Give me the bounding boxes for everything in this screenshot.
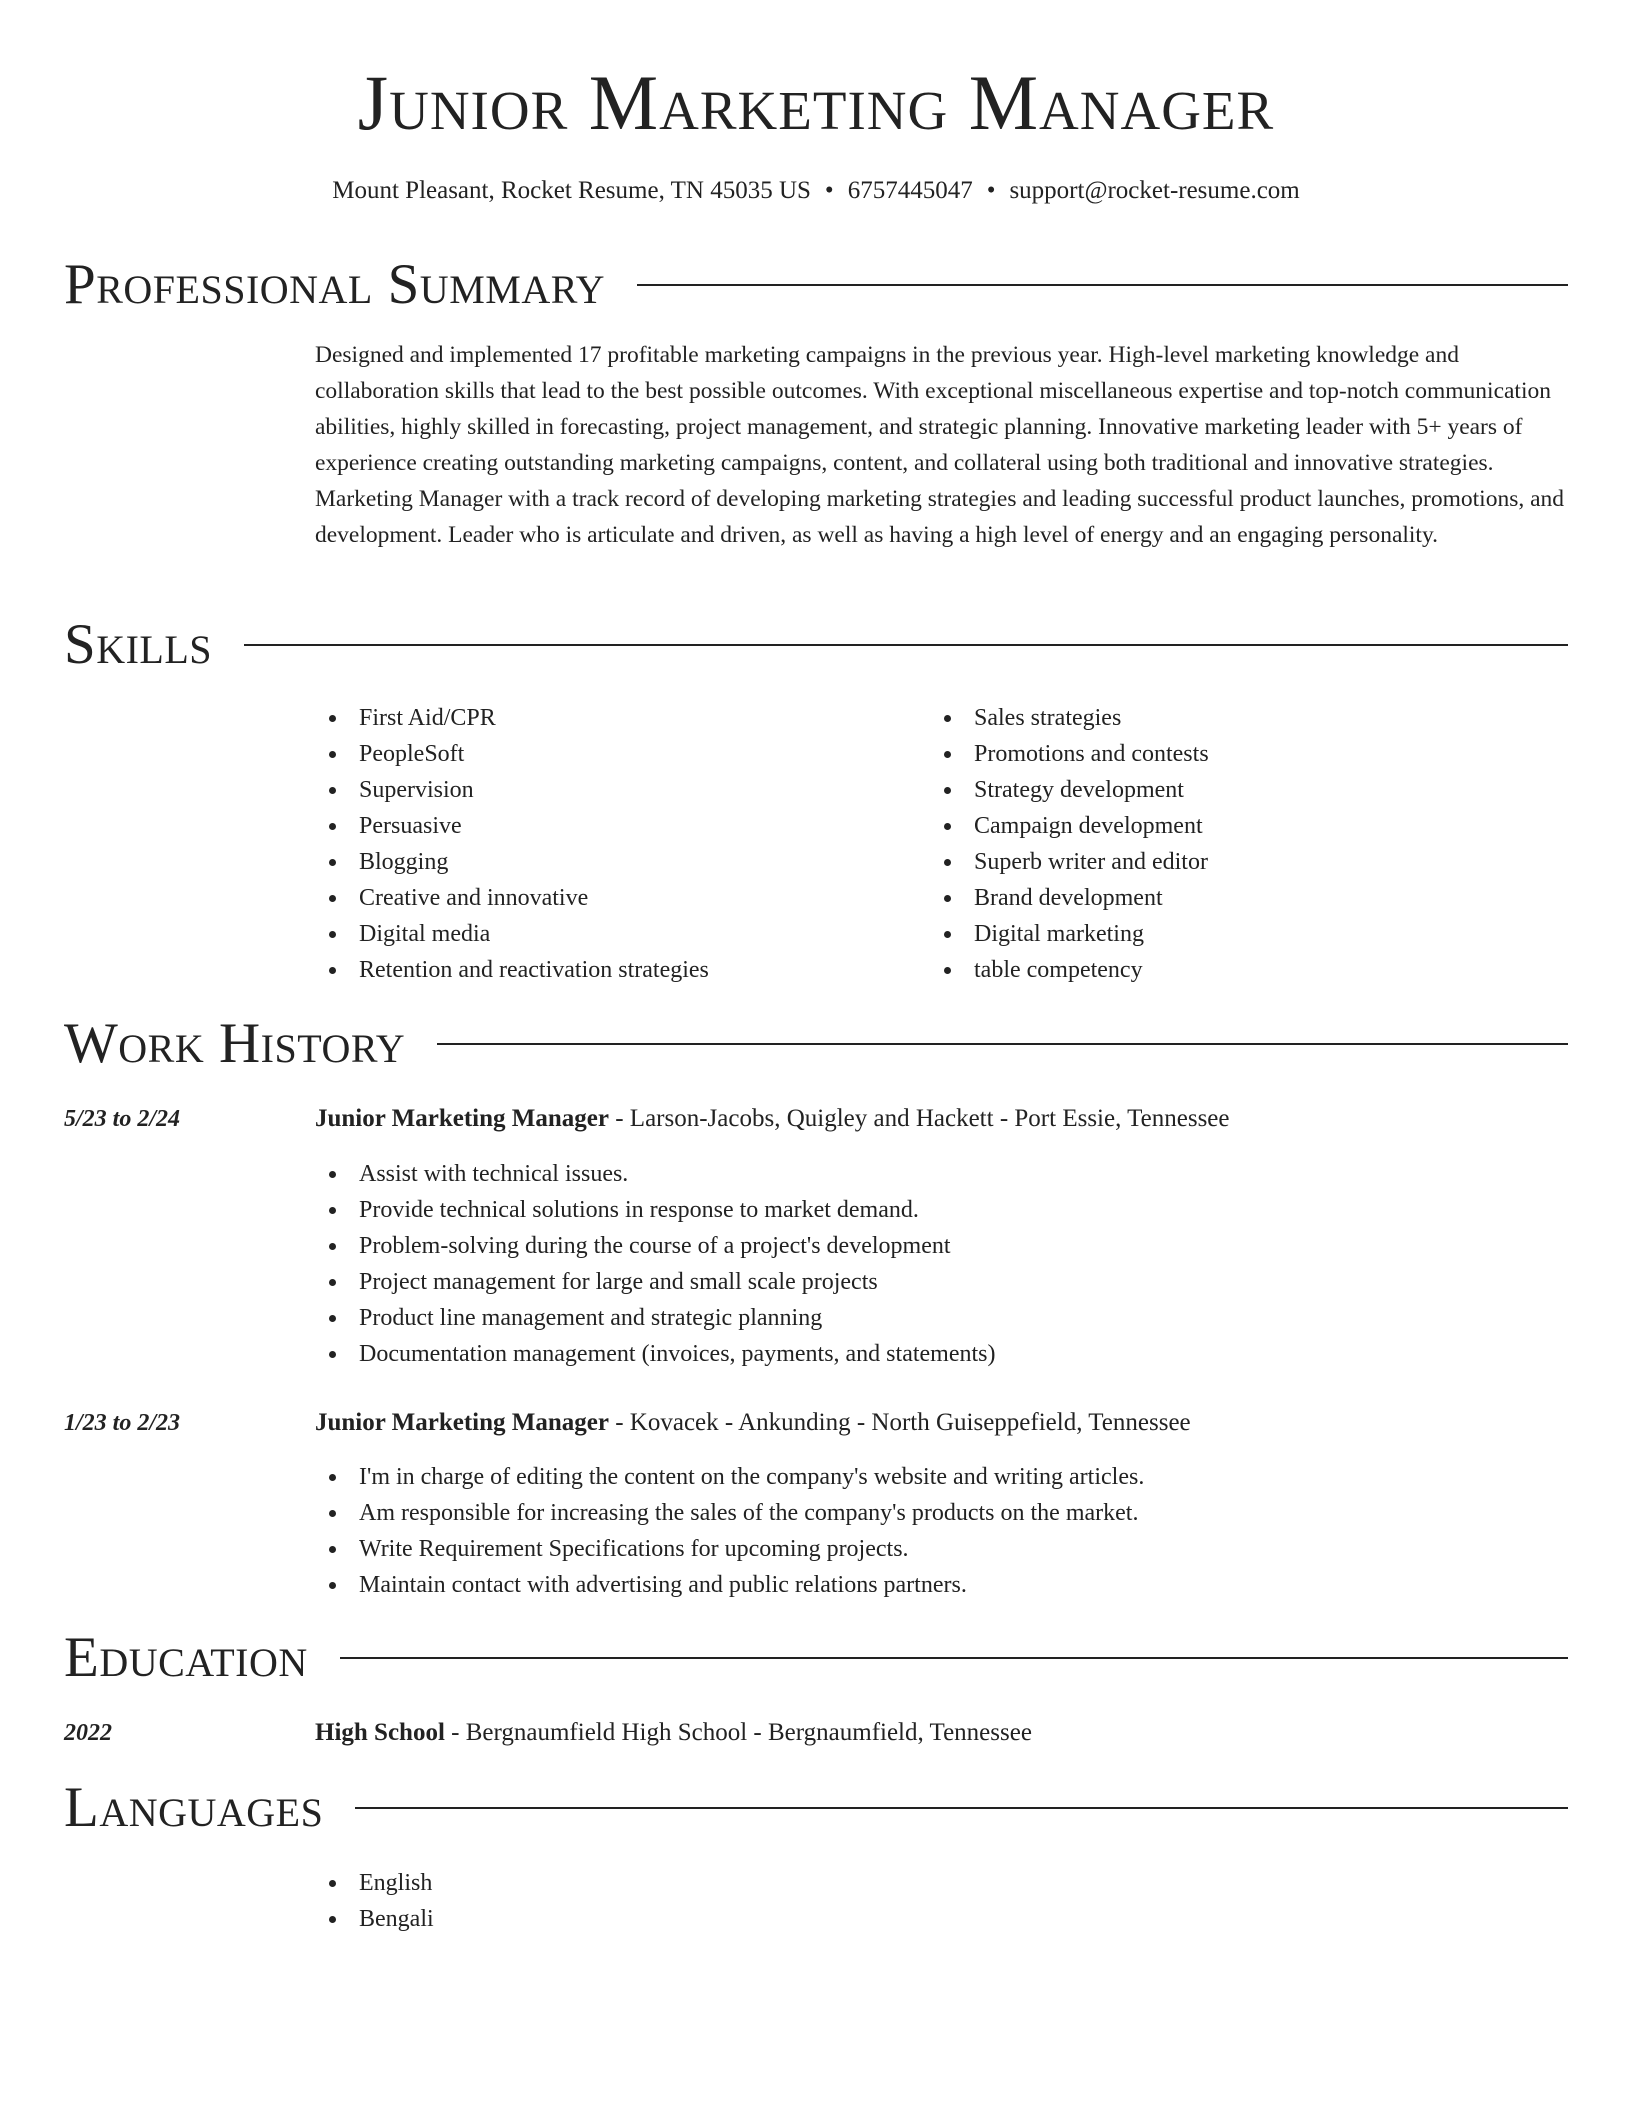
section-divider (355, 1807, 1568, 1809)
bullet-dot (329, 895, 336, 902)
skill-item-text: Retention and reactivation strategies (359, 957, 709, 983)
skill-item (315, 736, 915, 772)
bullet-dot (329, 1880, 336, 1887)
skill-item-text: Brand development (974, 885, 1163, 911)
contact-separator: • (824, 177, 834, 204)
duty-item-text: Am responsible for increasing the sales of the company's products on the market. (359, 1500, 1139, 1526)
skill-item (930, 880, 1530, 916)
job-role: Junior Marketing Manager (315, 1105, 609, 1132)
skill-item-text: Sales strategies (974, 705, 1122, 731)
bullet-dot (329, 1582, 336, 1589)
bullet-dot (944, 967, 951, 974)
duty-item-text: Project management for large and small scale projects (359, 1269, 878, 1295)
bullet-dot (944, 787, 951, 794)
duty-item (315, 1336, 1568, 1372)
bullet-dot (944, 931, 951, 938)
job-employer: - Larson-Jacobs, Quigley and Hackett - Port Essie, Tennessee (608, 1105, 1230, 1132)
duty-item (315, 1459, 1568, 1495)
job-duties (315, 1156, 1568, 1372)
summary-heading: Professional Summary (64, 253, 606, 316)
language-item (315, 1865, 1568, 1901)
duty-item (315, 1567, 1568, 1603)
skill-item-text: Persuasive (359, 813, 462, 839)
section-divider (437, 1043, 1568, 1045)
duty-item (315, 1495, 1568, 1531)
skill-item-text: Creative and innovative (359, 885, 589, 911)
skill-item (930, 772, 1530, 808)
education-year: 2022 (64, 1720, 112, 1746)
duty-item (315, 1531, 1568, 1567)
duty-item-text: Maintain contact with advertising and public relations partners. (359, 1572, 967, 1598)
skill-item (930, 700, 1530, 736)
skill-item-text: PeopleSoft (359, 741, 465, 767)
education-section-header (64, 1625, 1568, 1691)
bullet-dot (944, 751, 951, 758)
work-heading: Work History (64, 1012, 406, 1075)
duty-item (315, 1156, 1568, 1192)
section-divider (637, 284, 1568, 286)
bullet-dot (329, 1171, 336, 1178)
languages-list (315, 1865, 1568, 1937)
resume-name: Junior Marketing Manager (357, 59, 1275, 146)
summary-section-header (64, 252, 1568, 318)
summary-text: Designed and implemented 17 profitable marketing campaigns in the previous year. High-level marketing knowledge and collaboration skills that lead to the best possible outcomes. With exceptional miscellaneous expertise and top-notch communication abilities, highly skilled in forecasting, project management, and strategic planning. Innovative marketing leader with 5+ years of experience creating outstanding marketing campaigns, content, and collateral using both traditional and innovative strategies. Marketing Manager with a track record of developing marketing strategies and leading successful product launches, promotions, and development. Leader who is articulate and driven, as well as having a high level of energy and an engaging personality. (315, 342, 1565, 548)
duty-item-text: Documentation management (invoices, payments, and statements) (359, 1341, 996, 1367)
language-item-text: English (359, 1870, 433, 1896)
skills-column-right (930, 700, 1530, 988)
skills-section-header (64, 612, 1568, 678)
languages-heading: Languages (64, 1776, 324, 1839)
education-school: - Bergnaumfield High School - Bergnaumfield, Tennessee (444, 1719, 1032, 1746)
duty-item (315, 1192, 1568, 1228)
bullet-dot (329, 1315, 336, 1322)
contact-email: support@rocket-resume.com (1009, 177, 1300, 204)
contact-separator: • (986, 177, 996, 204)
education-entry (315, 1715, 1032, 1751)
skill-item (930, 916, 1530, 952)
skill-item-text: Promotions and contests (974, 741, 1209, 767)
duty-item-text: I'm in charge of editing the content on the company's website and writing articles. (359, 1464, 1145, 1490)
skill-item (315, 772, 915, 808)
job-role: Junior Marketing Manager (315, 1409, 609, 1436)
duty-item (315, 1228, 1568, 1264)
duty-item-text: Assist with technical issues. (359, 1161, 629, 1187)
duty-item-text: Product line management and strategic planning (359, 1305, 823, 1331)
duty-item-text: Write Requirement Specifications for upcoming projects. (359, 1536, 909, 1562)
bullet-dot (329, 1351, 336, 1358)
skill-item-text: Campaign development (974, 813, 1203, 839)
bullet-dot (329, 1207, 336, 1214)
bullet-dot (329, 787, 336, 794)
job-duties-list (315, 1459, 1568, 1603)
skill-item-text: Digital marketing (974, 921, 1144, 947)
contact-line (64, 174, 1568, 208)
section-divider (244, 644, 1568, 646)
work-section-header (64, 1011, 1568, 1077)
skill-item (315, 808, 915, 844)
skill-item-text: Strategy development (974, 777, 1184, 803)
skill-item (315, 952, 915, 988)
bullet-dot (944, 823, 951, 830)
skill-item-text: Supervision (359, 777, 474, 803)
job-duties-list (315, 1156, 1568, 1372)
bullet-dot (329, 1546, 336, 1553)
bullet-dot (329, 1243, 336, 1250)
skill-item (930, 952, 1530, 988)
skills-heading: Skills (64, 613, 213, 676)
bullet-dot (944, 895, 951, 902)
skills-list-right (930, 700, 1530, 988)
job-title (315, 1101, 1230, 1137)
education-heading: Education (64, 1626, 308, 1689)
bullet-dot (329, 967, 336, 974)
skills-column-left (315, 700, 915, 988)
bullet-dot (329, 931, 336, 938)
skill-item (315, 880, 915, 916)
skill-item-text: Digital media (359, 921, 491, 947)
job-dates: 5/23 to 2/24 (64, 1106, 181, 1132)
bullet-dot (329, 1510, 336, 1517)
job-employer: - Kovacek - Ankunding - North Guiseppefield, Tennessee (608, 1409, 1191, 1436)
job-dates: 1/23 to 2/23 (64, 1410, 181, 1436)
job-title (315, 1405, 1191, 1441)
bullet-dot (329, 1279, 336, 1286)
skill-item-text: First Aid/CPR (359, 705, 496, 731)
skills-list-left (315, 700, 915, 988)
bullet-dot (944, 859, 951, 866)
bullet-dot (944, 715, 951, 722)
contact-phone: 6757445047 (847, 177, 973, 204)
duty-item (315, 1264, 1568, 1300)
language-item (315, 1901, 1568, 1937)
skill-item (930, 808, 1530, 844)
skill-item (315, 844, 915, 880)
skill-item (930, 736, 1530, 772)
languages-block (315, 1865, 1568, 1937)
bullet-dot (329, 859, 336, 866)
language-item-text: Bengali (359, 1906, 434, 1932)
skill-item-text: Blogging (359, 849, 449, 875)
skill-item (315, 916, 915, 952)
skill-item-text: table competency (974, 957, 1143, 983)
contact-address: Mount Pleasant, Rocket Resume, TN 45035 US (332, 177, 811, 204)
section-divider (340, 1657, 1568, 1659)
duty-item (315, 1300, 1568, 1336)
bullet-dot (329, 823, 336, 830)
languages-section-header (64, 1775, 1568, 1841)
bullet-dot (329, 715, 336, 722)
duty-item-text: Provide technical solutions in response to market demand. (359, 1197, 919, 1223)
skill-item (315, 700, 915, 736)
job-duties (315, 1459, 1568, 1603)
skill-item-text: Superb writer and editor (974, 849, 1208, 875)
duty-item-text: Problem-solving during the course of a project's development (359, 1233, 951, 1259)
bullet-dot (329, 751, 336, 758)
bullet-dot (329, 1474, 336, 1481)
bullet-dot (329, 1916, 336, 1923)
skill-item (930, 844, 1530, 880)
education-degree: High School (315, 1719, 445, 1746)
